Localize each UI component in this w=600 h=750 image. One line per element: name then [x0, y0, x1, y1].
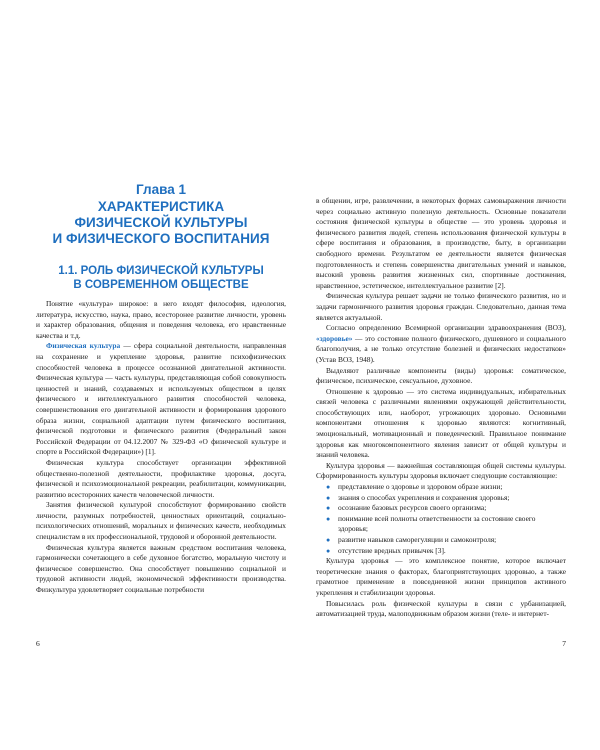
paragraph: Занятия физической культурой способствуют формированию свойств личности, разумных потребностей, ценностных ориентаций, социально-психологических отношений, моральных и физических качеств, необходимых специалистам в их профессиональной, трудовой и оборонной деятельности. [36, 500, 286, 542]
chapter-label: Глава 1 [136, 182, 186, 197]
list-item [326, 535, 566, 546]
chapter-heading [36, 182, 286, 247]
list-item [326, 546, 566, 557]
list-item [326, 514, 566, 535]
highlighted-term: «здоровье» [316, 333, 353, 343]
bullet-icon: ● [326, 546, 331, 555]
paragraph: Физическая культура является важным средством воспитания человека, гармонически сочетающего в себе духовное богатство, моральную чистоту и физическое совершенство. Она способствует повышению социальной и трудовой активности людей, экономической эффективности производства. Физкультура удовлетворяет социальные потребности [36, 542, 286, 595]
page-number: 7 [562, 639, 566, 648]
bullet-list [316, 482, 566, 556]
paragraph-text: Согласно определению Всемирной организации здравоохранения (ВОЗ), [326, 323, 566, 333]
paragraph: Физическая культура способствует организации эффективной общественно-полезной деятельности, профилактике здоровья, досуга, физической и психоэмоциональной рекреации, реабилитации, коммуникации, развитию всесторонних качеств человеческой личности. [36, 457, 286, 499]
paragraph: в общении, игре, развлечении, в некоторых формах самовыражения личности через социально активную полезную деятельность. Основные показатели состояния физической культуры в обществе — это уровень здоровья и физического развития людей, степень использования физической культуры в сфере воспитания и образования, в производстве, быту, в организации свободного времени. Результатом ее деятельности является физическая подготовленность и степень совершенства двигательных умений и навыков, высокий уровень развития жизненных сил, спортивные достижения, нравственное, эстетическое, интеллектуальное развитие [2]. [316, 196, 566, 290]
list-item [326, 482, 566, 493]
paragraph-text: — это состояние полного физического, душевного и социального благополучия, а не только отсутствие болезней и физических недостатков» (Устав ВОЗ, 1948). [316, 333, 566, 364]
right-page [316, 0, 566, 750]
list-item-text: знания о способах укрепления и сохранения здоровья; [338, 492, 510, 502]
list-item-text: понимание всей полноты ответственности за состояние своего здоровья; [338, 513, 536, 534]
right-body-text [316, 196, 566, 620]
paragraph: Физическая культура решает задачи не только физического развития, но и задачи гармоничного развития здоровья граждан. Следовательно, данная тема является актуальной. [316, 291, 566, 322]
paragraph: Повысилась роль физической культуры в связи с урбанизацией, автоматизацией труда, малоподвижным образом жизни (теле- и интернет- [316, 598, 566, 619]
paragraph [316, 323, 566, 365]
bullet-icon: ● [326, 514, 331, 523]
bullet-icon: ● [326, 536, 331, 544]
section-title: 1.1. РОЛЬ ФИЗИЧЕСКОЙ КУЛЬТУРЫ В СОВРЕМЕННОМ ОБЩЕСТВЕ [58, 265, 264, 291]
page-number: 6 [36, 639, 40, 648]
list-item [326, 503, 566, 514]
bullet-icon: ● [326, 483, 331, 492]
paragraph-text: — сфера социальной деятельности, направленная на сохранение и укрепление здоровья, развитие психофизических способностей человека в процессе осознанной двигательной активности. Физическая культура — часть культуры, представляющая собой совокупность ценностей и знаний, создаваемых и используемых обществом в целях физического и интеллектуального развития способностей человека, совершенствования его двигательной активности и формирования здорового образа жизни, социальной адаптации путем физического воспитания, физической подготовки и физического развития (Федеральный закон Российской Федерации от 04.12.2007 № 329-ФЗ «О физической культуре и спорте в Российской Федерации») [1]. [36, 341, 286, 457]
paragraph: Понятие «культура» широкое: в него входят философия, идеология, литература, искусство, наука, право, всесторонее развитие личности, уровень и характер образования, общения и поведения человека, его нравственные качества и т.д. [36, 299, 286, 340]
bullet-icon: ● [326, 504, 331, 513]
list-item-text: отсутствие вредных привычек [3]. [338, 545, 446, 555]
paragraph [36, 341, 286, 458]
list-item-text: представление о здоровье и здоровом образе жизни; [338, 482, 503, 492]
paragraph: Культура здоровья — это комплексное понятие, которое включает теоретические знания о факторах, благоприятствующих здоровью, а также грамотное применение в повседневной жизни принципов активного укрепления и стабилизации здоровья. [316, 556, 566, 597]
list-item-text: осознание базовых ресурсов своего организма; [338, 503, 487, 513]
left-page [36, 0, 286, 750]
paragraph: Отношение к здоровью — это система индивидуальных, избирательных связей человека с различными явлениями окружающей действительности, способствующих или, наоборот, угрожающих здоровью. Основными компонентами отношения к здоровью являются: когнитивный, эмоциональный, мотивационный и поведенческий. Правильное понимание здоровья как многокомпонентного явления зависит от общей культуры и знаний человека. [316, 386, 566, 460]
left-body-text [36, 299, 286, 596]
list-item [326, 493, 566, 504]
paragraph: Культура здоровья — важнейшая составляющая общей системы культуры. Сформированность культуры здоровья включает следующие составляющие: [316, 460, 566, 481]
paragraph: Выделяют различные компоненты (виды) здоровья: соматическое, физическое, психическое, сексуальное, духовное. [316, 365, 566, 386]
list-item-text: развитие навыков саморегуляции и самоконтроля; [338, 535, 497, 544]
highlighted-term: Физическая культура [46, 341, 121, 351]
chapter-title: ХАРАКТЕРИСТИКА ФИЗИЧЕСКОЙ КУЛЬТУРЫ И ФИЗИЧЕСКОГО ВОСПИТАНИЯ [52, 199, 270, 246]
bullet-icon: ● [326, 493, 331, 502]
